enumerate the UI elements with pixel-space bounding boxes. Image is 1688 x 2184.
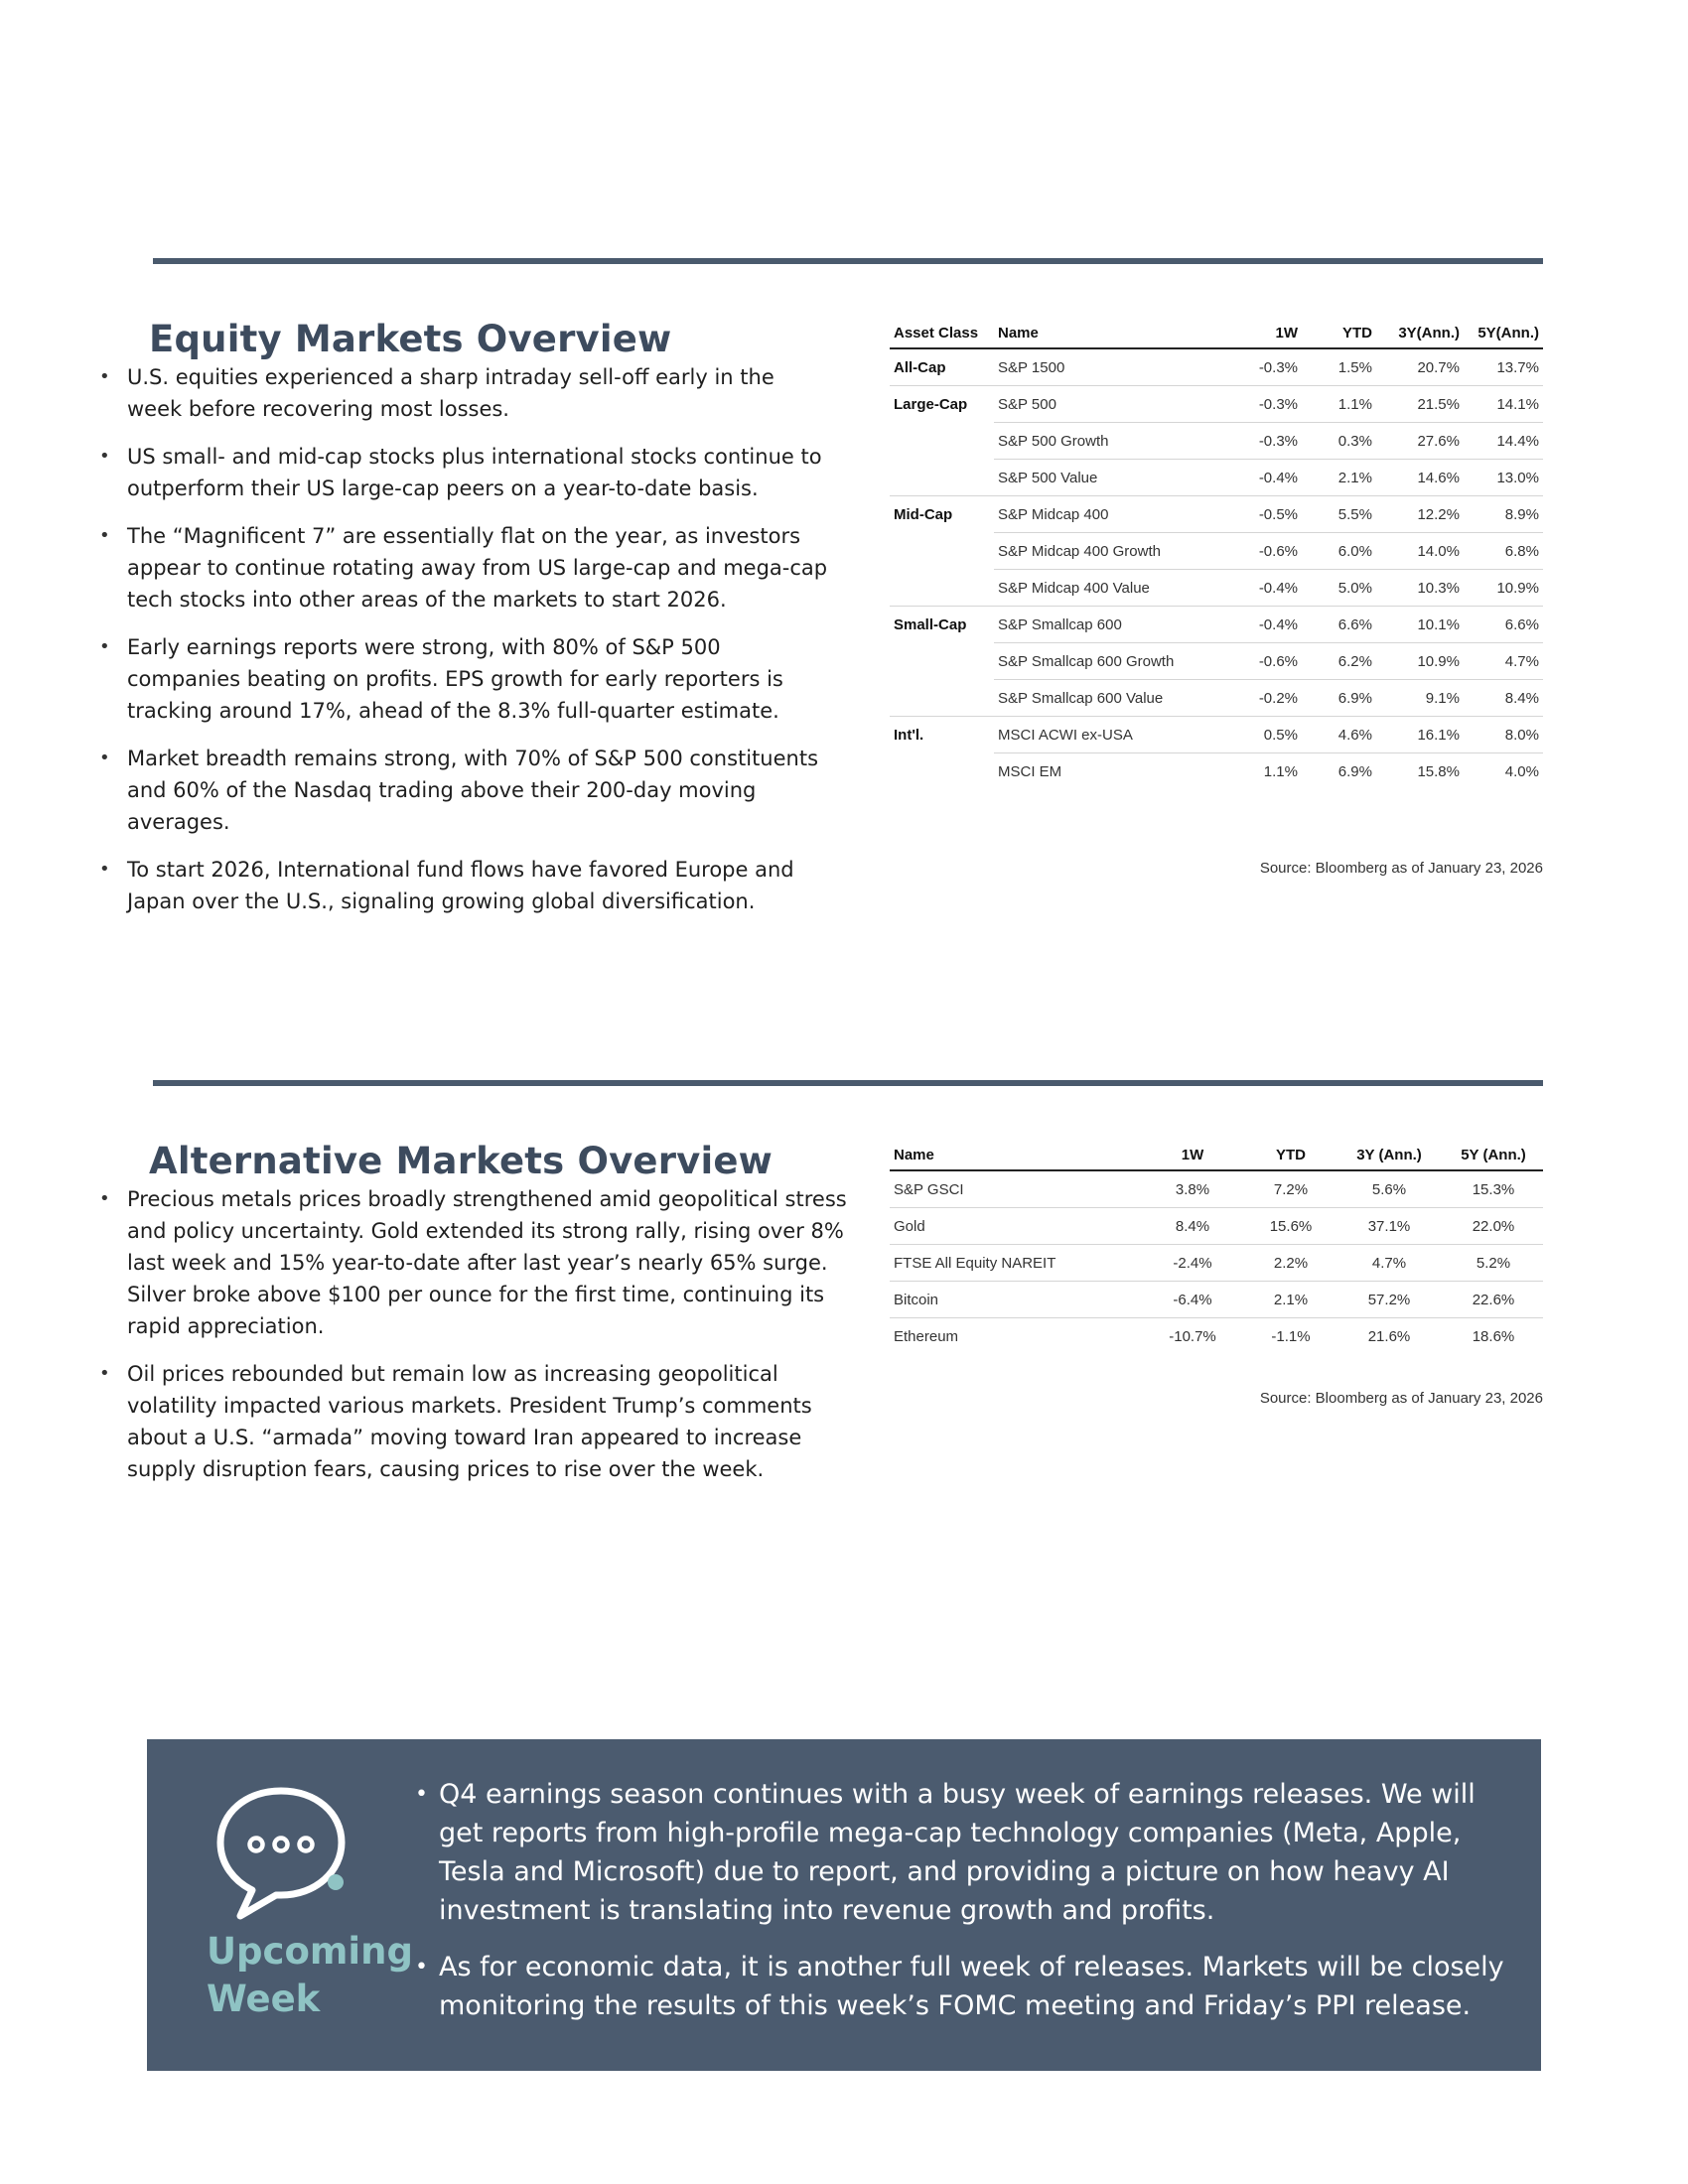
equity-divider	[153, 258, 1543, 264]
upcoming-week-label	[207, 1928, 413, 2023]
return-cell: 37.1%	[1335, 1208, 1444, 1245]
return-cell: 21.6%	[1367, 1327, 1411, 1345]
return-cell: 13.7%	[1464, 348, 1543, 386]
return-cell: 27.6%	[1376, 423, 1464, 460]
table-row	[890, 1282, 1543, 1318]
index-name-cell: S&P 1500	[994, 348, 1222, 386]
return-cell: 14.0%	[1376, 533, 1464, 570]
chat-bubble-icon	[207, 1779, 355, 1928]
upcoming-bullet: • As for economic data, it is another full week of releases. Markets will be closely monitoring the results of this week’s FOMC meeting and Friday’s PPI release.	[415, 1948, 1517, 2025]
return-cell: 15.3%	[1444, 1170, 1543, 1208]
asset-class-cell	[890, 423, 994, 460]
index-name-cell: MSCI EM	[998, 762, 1062, 780]
return-cell: -1.1%	[1271, 1327, 1311, 1345]
column-header: YTD	[1247, 1140, 1335, 1170]
return-cell: 22.0%	[1444, 1208, 1543, 1245]
column-header: YTD	[1302, 318, 1376, 348]
return-cell: -0.3%	[1222, 348, 1302, 386]
table-row	[890, 607, 1543, 643]
return-cell: 3.8%	[1138, 1170, 1247, 1208]
upcoming-week-panel	[147, 1739, 1541, 2071]
return-cell: 4.6%	[1302, 717, 1376, 753]
asset-class-cell	[890, 533, 994, 570]
return-cell: 10.1%	[1376, 607, 1464, 643]
alternative-bullet-list	[99, 1183, 864, 1501]
asset-class-cell	[890, 570, 994, 607]
index-name-cell: S&P Smallcap 600 Growth	[994, 643, 1222, 680]
asset-class-cell	[890, 460, 994, 496]
equity-section-title: Equity Markets Overview	[149, 318, 672, 360]
return-cell: 6.6%	[1302, 607, 1376, 643]
table-row	[890, 423, 1543, 460]
table-row	[890, 1245, 1543, 1282]
return-cell: -0.5%	[1222, 496, 1302, 533]
equity-bullet: • U.S. equities experienced a sharp intraday sell-off early in the week before recovering most losses.	[99, 361, 834, 425]
asset-class-cell: All-Cap	[894, 358, 946, 376]
upcoming-label-line: Upcoming	[207, 1930, 413, 1973]
table-row	[890, 460, 1543, 496]
return-cell: -2.4%	[1138, 1245, 1247, 1282]
equity-bullet: • Early earnings reports were strong, with 80% of S&P 500 companies beating on profits. EPS growth for early reporters is tracking around 17%, ahead of the 8.3% full-quarter estimate.	[99, 631, 834, 727]
equity-bullet: • Market breadth remains strong, with 70% of S&P 500 constituents and 60% of the Nasdaq trading above their 200-day moving averages.	[99, 743, 834, 838]
return-cell: 7.2%	[1247, 1170, 1335, 1208]
equity-source-note: Source: Bloomberg as of January 23, 2026	[1259, 860, 1543, 877]
asset-name-cell: Ethereum	[894, 1327, 959, 1345]
return-cell: 6.2%	[1302, 643, 1376, 680]
equity-returns-table	[890, 318, 1543, 789]
equity-bullet: • US small- and mid-cap stocks plus international stocks continue to outperform their US large-cap peers on a year-to-date basis.	[99, 441, 834, 504]
asset-name-cell: S&P GSCI	[890, 1170, 1138, 1208]
table-row	[890, 680, 1543, 717]
table-row	[890, 753, 1543, 790]
return-cell: -0.3%	[1222, 423, 1302, 460]
index-name-cell: MSCI ACWI ex-USA	[994, 717, 1222, 753]
return-cell: 10.9%	[1464, 570, 1543, 607]
index-name-cell: S&P 500 Growth	[994, 423, 1222, 460]
return-cell: 0.5%	[1222, 717, 1302, 753]
return-cell: 9.1%	[1376, 680, 1464, 717]
table-row	[890, 1208, 1543, 1245]
asset-class-cell: Mid-Cap	[890, 496, 994, 533]
return-cell: 5.2%	[1444, 1245, 1543, 1282]
index-name-cell: S&P 500	[994, 386, 1222, 423]
return-cell: 0.3%	[1302, 423, 1376, 460]
return-cell: -0.4%	[1222, 607, 1302, 643]
upcoming-bullet-list	[415, 1775, 1517, 2043]
return-cell: 10.3%	[1376, 570, 1464, 607]
table-header-row	[890, 1140, 1543, 1170]
return-cell: -0.3%	[1222, 386, 1302, 423]
return-cell: -0.6%	[1222, 643, 1302, 680]
return-cell: -6.4%	[1138, 1282, 1247, 1318]
table-row	[890, 1318, 1543, 1355]
return-cell: 1.5%	[1302, 348, 1376, 386]
asset-class-cell	[890, 753, 994, 790]
alternative-bullet: • Oil prices rebounded but remain low as increasing geopolitical volatility impacted various markets. President Trump’s comments about a U.S. “armada” moving toward Iran appeared to increase supply disruption fears, causing prices to rise over the week.	[99, 1358, 864, 1485]
equity-bullet-list	[99, 361, 834, 933]
return-cell: 8.4%	[1138, 1208, 1247, 1245]
return-cell: 5.0%	[1302, 570, 1376, 607]
return-cell: 14.6%	[1376, 460, 1464, 496]
return-cell: 5.5%	[1302, 496, 1376, 533]
index-name-cell: S&P Midcap 400	[994, 496, 1222, 533]
table-row	[890, 348, 1543, 386]
return-cell: -10.7%	[1169, 1327, 1216, 1345]
index-name-cell: S&P 500 Value	[994, 460, 1222, 496]
return-cell: 15.6%	[1247, 1208, 1335, 1245]
return-cell: 2.1%	[1247, 1282, 1335, 1318]
return-cell: 5.6%	[1335, 1170, 1444, 1208]
upcoming-label-line: Week	[207, 1978, 321, 2020]
column-header: Name	[890, 1140, 1138, 1170]
alternative-source-note: Source: Bloomberg as of January 23, 2026	[1259, 1390, 1543, 1407]
return-cell: 10.9%	[1376, 643, 1464, 680]
column-header: 5Y(Ann.)	[1464, 318, 1543, 348]
asset-class-cell	[890, 680, 994, 717]
return-cell: 14.4%	[1464, 423, 1543, 460]
column-header: Name	[994, 318, 1222, 348]
return-cell: 57.2%	[1335, 1282, 1444, 1318]
return-cell: -0.4%	[1222, 570, 1302, 607]
return-cell: 8.9%	[1464, 496, 1543, 533]
index-name-cell: S&P Smallcap 600 Value	[994, 680, 1222, 717]
upcoming-bullet: • Q4 earnings season continues with a busy week of earnings releases. We will get reports from high-profile mega-cap technology companies (Meta, Apple, Tesla and Microsoft) due to report, and providing a picture on how heavy AI investment is translating into revenue growth and profits.	[415, 1775, 1517, 1930]
return-cell: 8.0%	[1464, 717, 1543, 753]
equity-bullet: • To start 2026, International fund flows have favored Europe and Japan over the U.S., signaling growing global diversification.	[99, 854, 834, 917]
column-header: 1W	[1138, 1140, 1247, 1170]
asset-name-cell: Bitcoin	[890, 1282, 1138, 1318]
column-header: 5Y (Ann.)	[1444, 1140, 1543, 1170]
return-cell: -0.4%	[1222, 460, 1302, 496]
index-name-cell: S&P Smallcap 600	[994, 607, 1222, 643]
return-cell: 18.6%	[1472, 1327, 1515, 1345]
return-cell: 16.1%	[1376, 717, 1464, 753]
column-header: 3Y(Ann.)	[1376, 318, 1464, 348]
return-cell: 1.1%	[1302, 386, 1376, 423]
return-cell: 6.9%	[1337, 762, 1372, 780]
return-cell: 12.2%	[1376, 496, 1464, 533]
return-cell: 21.5%	[1376, 386, 1464, 423]
column-header: Asset Class	[890, 318, 994, 348]
return-cell: 8.4%	[1464, 680, 1543, 717]
asset-name-cell: FTSE All Equity NAREIT	[890, 1245, 1138, 1282]
column-header: 3Y (Ann.)	[1335, 1140, 1444, 1170]
table-row	[890, 643, 1543, 680]
asset-class-cell: Small-Cap	[890, 607, 994, 643]
return-cell: 15.8%	[1417, 762, 1460, 780]
return-cell: 22.6%	[1444, 1282, 1543, 1318]
alternative-returns-table	[890, 1140, 1543, 1354]
return-cell: 14.1%	[1464, 386, 1543, 423]
asset-class-cell: Int'l.	[890, 717, 994, 753]
return-cell: -0.2%	[1222, 680, 1302, 717]
table-row	[890, 533, 1543, 570]
asset-class-cell	[890, 643, 994, 680]
return-cell: 6.8%	[1464, 533, 1543, 570]
return-cell: 2.2%	[1247, 1245, 1335, 1282]
return-cell: 6.0%	[1302, 533, 1376, 570]
return-cell: 13.0%	[1464, 460, 1543, 496]
return-cell: 20.7%	[1376, 348, 1464, 386]
index-name-cell: S&P Midcap 400 Growth	[994, 533, 1222, 570]
return-cell: 1.1%	[1263, 762, 1298, 780]
column-header: 1W	[1222, 318, 1302, 348]
return-cell: 6.9%	[1302, 680, 1376, 717]
alternative-bullet: • Precious metals prices broadly strengthened amid geopolitical stress and policy uncertainty. Gold extended its strong rally, rising over 8% last week and 15% year-to-date after last year’s nearly 65% surge. Silver broke above $100 per ounce for the first time, continuing its rapid appreciation.	[99, 1183, 864, 1342]
table-row	[890, 570, 1543, 607]
return-cell: 6.6%	[1464, 607, 1543, 643]
return-cell: -0.6%	[1222, 533, 1302, 570]
table-header-row	[890, 318, 1543, 348]
equity-bullet: • The “Magnificent 7” are essentially flat on the year, as investors appear to continue rotating away from US large-cap and mega-cap tech stocks into other areas of the markets to start 2026.	[99, 520, 834, 615]
table-row	[890, 386, 1543, 423]
alternative-divider	[153, 1080, 1543, 1086]
table-row	[890, 1170, 1543, 1208]
alternative-section-title: Alternative Markets Overview	[149, 1140, 774, 1182]
asset-name-cell: Gold	[890, 1208, 1138, 1245]
index-name-cell: S&P Midcap 400 Value	[994, 570, 1222, 607]
return-cell: 4.7%	[1335, 1245, 1444, 1282]
return-cell: 2.1%	[1302, 460, 1376, 496]
asset-class-cell: Large-Cap	[890, 386, 994, 423]
return-cell: 4.0%	[1504, 762, 1539, 780]
table-row	[890, 717, 1543, 753]
return-cell: 4.7%	[1464, 643, 1543, 680]
table-row	[890, 496, 1543, 533]
